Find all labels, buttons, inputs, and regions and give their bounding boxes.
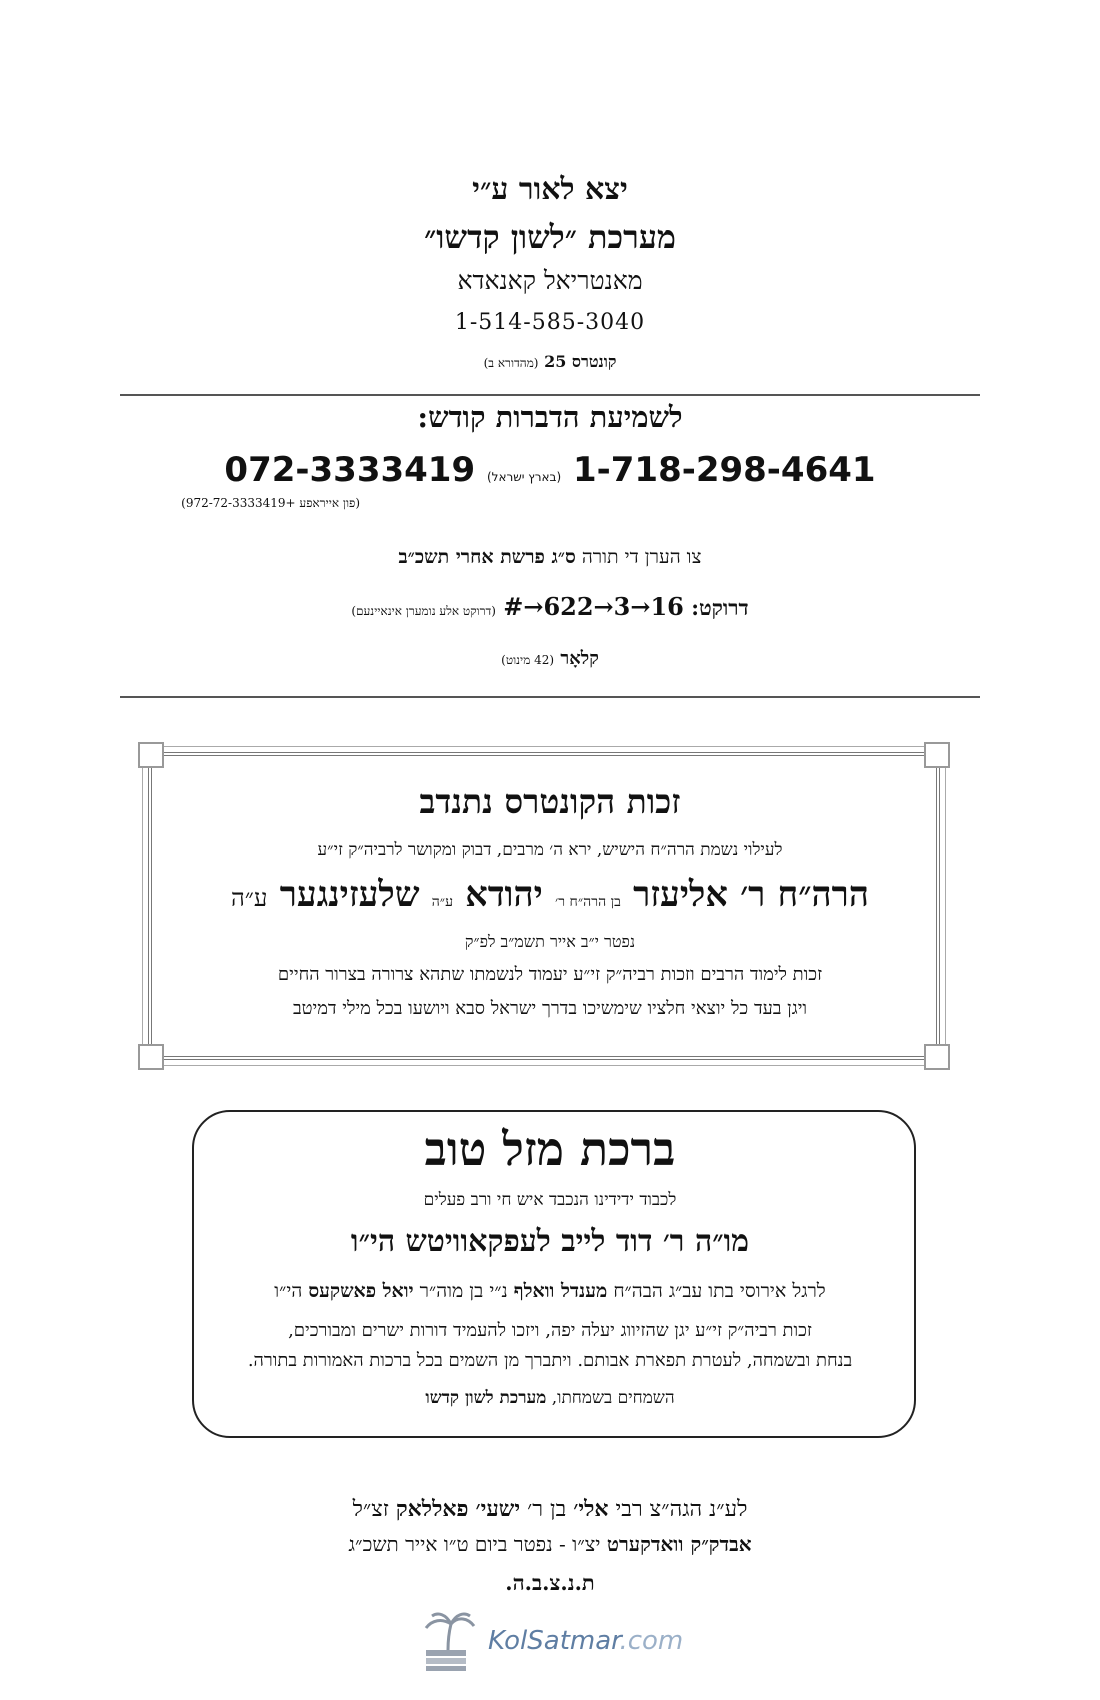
- press-label: דרוקט:: [691, 595, 749, 620]
- blessing-line: בנחת ובשמחה, לעטרת תפארת אבותם. ויתברך מן השמים בכל ברכות האמורות בתורה.: [247, 1350, 853, 1371]
- name-father: יהודא: [465, 874, 543, 915]
- press-note: (דרוקט אלע נומערן אינאיינעם): [351, 604, 496, 618]
- frame-corner: [138, 1044, 164, 1070]
- publisher-line: יצא לאור ע״י: [472, 172, 628, 207]
- booklet-label: קונטרס 25: [544, 352, 617, 371]
- mazel-tov-name: מו״ה ר׳ דוד לייב לעפקאוויטש הי״ו: [350, 1224, 750, 1259]
- phone-us: 1-718-298-4641: [572, 450, 876, 490]
- organization-location: מאנטריאל קאנאדא: [457, 266, 643, 295]
- logo-domain: .com: [619, 1626, 684, 1656]
- dedication-line: ויגן בעד כל יוצאי חלציו שימשיכו בדרך ישראל סבא ויושעו בכל מילי דמיטב: [292, 998, 808, 1019]
- memorial-b: בן ר׳: [527, 1497, 567, 1522]
- memorial-end: זצ״ל: [352, 1497, 389, 1522]
- blessing-line: זכות רביה״ק זי״ע יגן שהזיווג יעלה יפה, ויזכו להעמיד דורות ישרים ומבורכים,: [288, 1320, 812, 1341]
- logo-name: KolSatmar: [488, 1626, 620, 1656]
- press-instructions: [0, 592, 1100, 621]
- memorial-title: אבדק״ק וואדקערט: [606, 1532, 752, 1556]
- duration-label: (42 מינוט): [501, 653, 555, 667]
- logo-text: [488, 1626, 683, 1656]
- memorial-a: לע״נ הגה״צ רבי: [615, 1497, 748, 1522]
- israel-label: (בארץ ישראל): [486, 470, 562, 484]
- engagement-prefix: לרגל אירוסי בתו עב״ג הבה״ח: [613, 1280, 826, 1302]
- mazel-tov-signature: [0, 1388, 1100, 1408]
- name-ah-small: ע״ה: [431, 894, 454, 910]
- mazel-tov-line: לכבוד ידידינו הנכבד איש חי ורב פעלים: [423, 1190, 677, 1210]
- mazel-tov-title: ברכת מזל טוב: [424, 1122, 676, 1176]
- memorial-abbrev: ת.נ.צ.ב.ה.: [505, 1570, 595, 1595]
- torah-line-title: ס״ג פרשת אחרי תשכ״ב: [398, 546, 576, 568]
- engagement-line: [0, 1280, 1100, 1303]
- name-prefix: הרה״ח ר׳: [740, 874, 869, 915]
- divider-bottom: [120, 696, 980, 698]
- frame-corner: [138, 742, 164, 768]
- organization-name: מערכת ״לשון קדשו״: [424, 218, 676, 256]
- phone-israel: 072-3333419: [224, 450, 476, 490]
- europe-note: (פון אייראפע +972-72-3333419): [181, 496, 360, 510]
- edition-label: (מהדורא ב): [483, 356, 539, 370]
- memorial-father: ישעי׳: [475, 1496, 521, 1522]
- memorial-line: [0, 1496, 1100, 1522]
- sign-org: מערכת לשון קדשו: [425, 1388, 547, 1408]
- kolsatmar-logo[interactable]: [418, 1612, 698, 1672]
- memorial-line: [0, 1532, 1100, 1557]
- groom-name: מענדל וואלף: [513, 1280, 608, 1302]
- torah-line-prefix: צו הערן די תורה: [581, 546, 702, 568]
- name-ah: ע״ה: [231, 884, 268, 912]
- frame-corner: [924, 1044, 950, 1070]
- organization-phone: 1-514-585-3040: [454, 310, 646, 335]
- palm-tree-icon: [418, 1612, 480, 1672]
- dedication-line: זכות לימוד הרבים וזכות רביה״ק זי״ע יעמוד לנשמתו שתהא צרורה בצרור החיים: [277, 964, 823, 985]
- sign-prefix: השמחים בשמחתו,: [551, 1388, 675, 1408]
- dedication-died: נפטר י״ב אייר תשמ״ב לפ״ק: [464, 932, 636, 951]
- name-last: שלעזינגער: [279, 874, 420, 915]
- frame-corner: [924, 742, 950, 768]
- torah-line: [0, 546, 1100, 569]
- clear-label: קלאָר: [560, 648, 599, 669]
- engagement-mid: נ״י בן מוה״ר: [419, 1280, 508, 1302]
- memorial-date: יצ״ו - נפטר ביום ט״ו אייר תשכ״ג: [348, 1532, 601, 1556]
- press-sequence: #→622→3→16: [503, 592, 684, 621]
- booklet-number: [0, 352, 1100, 372]
- listen-heading: לשמיעת הדברות קודש:: [417, 400, 683, 434]
- dedication-line: לעילוי נשמת הרה״ח הישיש, ירא ה׳ מרבים, דבוק ומקושר לרביה״ק זי״ע: [317, 840, 783, 860]
- memorial-name: אלי׳: [573, 1496, 609, 1522]
- divider-top: [120, 394, 980, 396]
- name-first: אליעזר: [633, 874, 728, 915]
- name-ben: בן הרה״ח ר׳: [554, 894, 621, 910]
- engagement-end: הי״ו: [274, 1280, 303, 1302]
- dedication-name: [0, 874, 1100, 915]
- father-name: יואל פאשקעס: [308, 1280, 414, 1302]
- dedication-title: זכות הקונטרס נתנדב: [419, 782, 681, 821]
- clear-line: [0, 648, 1100, 669]
- memorial-last: פאללאק: [395, 1496, 469, 1522]
- listen-phones: [0, 450, 1100, 490]
